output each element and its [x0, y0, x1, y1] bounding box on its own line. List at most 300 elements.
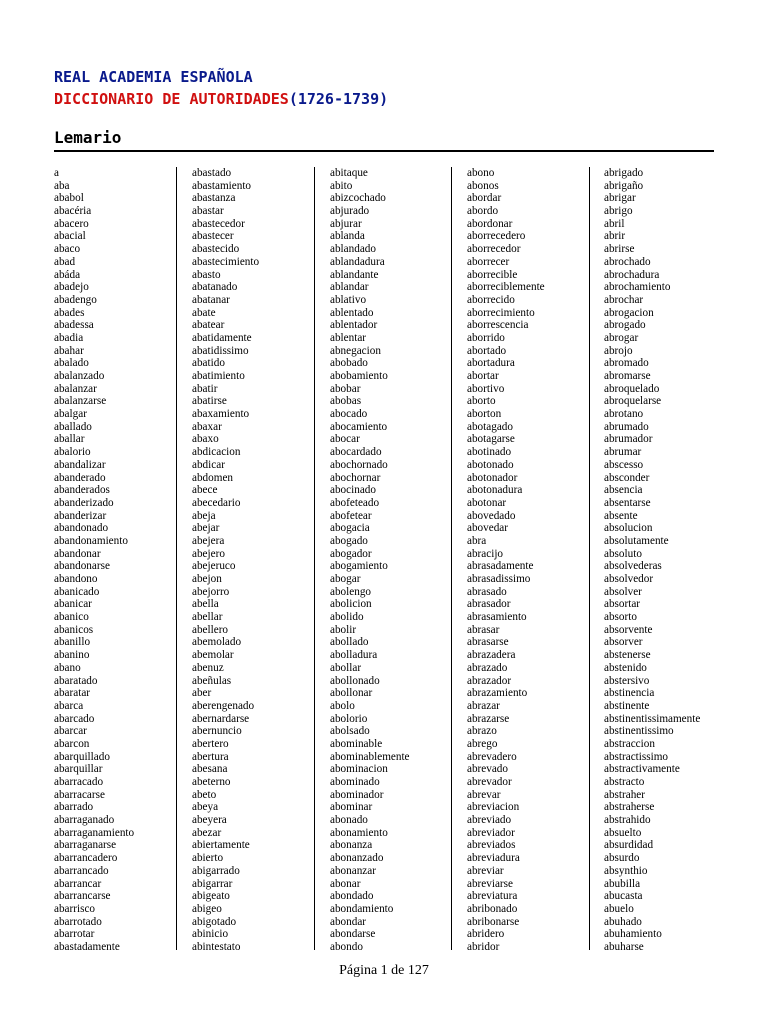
lemma-entry: abobamiento [330, 370, 388, 382]
lemma-entry: abollar [330, 661, 362, 674]
lemma-entry: abochornar [330, 471, 381, 484]
lemma-entry: abolladura [330, 649, 378, 662]
lemma-entry: ablandante [330, 268, 379, 281]
lemma-entry: abenuz [192, 661, 224, 674]
lemma-entry: ablandar [330, 281, 369, 294]
lemma-entry: abalorio [54, 446, 91, 459]
dictionary-years: (1726-1739) [288, 90, 389, 108]
lemma-entry: abandonamiento [54, 534, 128, 547]
lemma-entry: aborreciblemente [467, 281, 545, 294]
lemma-entry: abeterno [192, 776, 231, 788]
lemma-entry: abonar [330, 877, 361, 890]
lemma-entry: abominacion [330, 763, 388, 776]
lemma-entry: abondo [330, 940, 363, 953]
lemma-entry: abolir [330, 623, 357, 636]
lemma-entry: abrumador [604, 433, 653, 446]
lemma-entry: abotonador [467, 471, 518, 484]
lemma-entry: abano [54, 661, 81, 674]
lemma-entry: abobado [330, 357, 368, 370]
lemma-column [604, 167, 700, 954]
lemma-entry: abondado [330, 890, 374, 903]
lemma-entry: abstractivamente [604, 763, 680, 776]
lemma-entry: abstracto [604, 776, 645, 788]
lemma-column [54, 167, 134, 954]
lemma-entry: abastecer [192, 230, 234, 243]
lemma-entry: abofetear [330, 509, 372, 522]
lemma-entry: abaxamiento [192, 408, 250, 421]
lemma-entry: abortivo [467, 382, 505, 395]
lemma-entry: abeyera [192, 814, 227, 827]
lemma-entry: abarraganarse [54, 839, 117, 852]
lemma-entry: abades [54, 306, 85, 319]
lemma-entry: abarracarse [54, 788, 105, 801]
lemma-entry: abstinencia [604, 687, 655, 700]
lemma-entry: abeja [192, 509, 216, 522]
lemma-entry: abondar [330, 915, 367, 928]
lemma-entry: abesana [192, 763, 228, 776]
lemma-entry: abrogar [604, 331, 639, 344]
lemma-entry: abastecimiento [192, 255, 260, 268]
lemma-entry: abate [192, 306, 216, 319]
lemma-entry: abolido [330, 611, 364, 624]
lemma-entry: abece [192, 484, 218, 497]
lemma-entry: ablandadura [330, 255, 385, 268]
lemma-entry: abotonadura [467, 484, 523, 497]
lemma-entry: aborrecible [467, 268, 518, 281]
lemma-entry: abromado [604, 357, 649, 370]
lemma-entry: abogador [330, 547, 372, 560]
lemma-entry: absortar [604, 598, 641, 611]
lemma-entry: abierto [192, 852, 224, 865]
lemma-entry: abordonar [467, 217, 513, 230]
lemma-column [467, 167, 545, 954]
lemma-entry: abreviadura [467, 852, 520, 865]
lemma-entry: abaratado [54, 674, 98, 687]
lemma-entry: abstrahido [604, 814, 651, 827]
lemma-entry: abejorro [192, 585, 230, 598]
lemma-entry: abono [467, 167, 495, 179]
lemma-entry: aberengenado [192, 699, 255, 712]
lemma-entry: abandonado [54, 522, 109, 535]
dictionary-name: DICCIONARIO DE AUTORIDADES [54, 90, 289, 108]
lemma-entry: abarcar [54, 725, 87, 738]
lemma-entry: abrochamiento [604, 281, 671, 294]
lemma-entry: abanderados [54, 484, 110, 497]
lemma-entry: abogado [330, 534, 368, 547]
lemma-entry: abolorio [330, 712, 368, 725]
lemma-entry: abuhamiento [604, 928, 662, 941]
lemma-entry: abalgar [54, 408, 87, 421]
lemma-entry: aborton [467, 408, 502, 421]
lemma-entry: abarrancarse [54, 890, 111, 903]
lemma-entry: abridor [467, 940, 500, 953]
lemma-entry: ablativo [330, 293, 367, 306]
lemma-entry: abacero [54, 217, 89, 230]
lemma-entry: abrevado [467, 763, 508, 776]
lemma-entry: abinicio [192, 928, 229, 941]
lemma-entry: abrazador [467, 674, 512, 687]
lemma-entry: aber [192, 687, 212, 700]
lemma-entry: abdicacion [192, 446, 241, 459]
lemma-entry: abellero [192, 623, 229, 636]
lemma-entry: aborrecido [467, 293, 515, 306]
lemma-entry: abondarse [330, 928, 376, 941]
lemma-entry: abrevador [467, 776, 512, 788]
lemma-entry: abocinado [330, 484, 376, 497]
lemma-entry: abaxo [192, 433, 219, 446]
lemma-entry: abigeo [192, 902, 222, 915]
lemma-entry: abatidamente [192, 331, 252, 344]
lemma-entry: abribonado [467, 902, 518, 915]
lemma-entry: abrazamiento [467, 687, 528, 700]
lemma-entry: aborrecimiento [467, 306, 535, 319]
lemma-entry: abarrotar [54, 928, 95, 941]
lemma-entry: abuelo [604, 902, 634, 915]
lemma-entry: abemolar [192, 649, 234, 662]
section-title: Lemario [54, 128, 122, 147]
lemma-entry: abandonar [54, 547, 101, 560]
lemma-entry: abrasadissimo [467, 573, 531, 585]
lemma-entry: abreviados [467, 839, 516, 852]
lemma-entry: abadessa [54, 319, 94, 332]
lemma-entry: abominar [330, 801, 373, 814]
lemma-entry: abeñulas [192, 674, 232, 687]
lemma-entry: abreviacion [467, 801, 520, 814]
lemma-entry: abejero [192, 547, 225, 560]
lemma-entry: absconder [604, 471, 650, 484]
lemma-entry: absencia [604, 484, 643, 497]
lemma-entry: abrasamiento [467, 611, 527, 624]
lemma-entry: abortado [467, 344, 507, 357]
lemma-entry: abobas [330, 395, 362, 408]
lemma-entry: abstraherse [604, 801, 655, 814]
lemma-entry: ablentar [330, 331, 367, 344]
lemma-entry: abatanar [192, 293, 230, 306]
lemma-entry: abrazarse [467, 712, 510, 725]
lemma-entry: abatido [192, 357, 225, 370]
lemma-entry: abarraganado [54, 814, 115, 827]
lemma-entry: abarraganamiento [54, 826, 135, 839]
lemma-entry: abordo [467, 205, 499, 218]
lemma-entry: abatidissimo [192, 344, 249, 357]
lemma-entry: abalanzar [54, 382, 97, 395]
lemma-entry: abotinado [467, 446, 512, 459]
lemma-entry: abejera [192, 534, 225, 547]
lemma-entry: abarquillado [54, 750, 110, 763]
lemma-entry: abatirse [192, 395, 227, 408]
lemma-entry: absorto [604, 611, 637, 624]
lemma-entry: abastecedor [192, 217, 245, 230]
lemma-entry: abejon [192, 573, 222, 585]
lemma-entry: abrirse [604, 243, 635, 256]
lemma-entry: abrumado [604, 420, 649, 433]
lemma-entry: abogar [330, 573, 361, 585]
lemma-entry: abarrado [54, 801, 94, 814]
lemma-entry: abominable [330, 737, 383, 750]
lemma-entry: ababol [54, 192, 84, 205]
lemma-entry: abarrotado [54, 915, 102, 928]
lemma-entry: abrigo [604, 205, 633, 218]
lemma-entry: abromarse [604, 370, 651, 382]
lemma-entry: absentarse [604, 496, 651, 509]
lemma-entry: abnegacion [330, 344, 381, 357]
lemma-entry: abuhado [604, 915, 642, 928]
lemma-entry: abellar [192, 611, 223, 624]
lemma-entry: absorver [604, 636, 643, 649]
lemma-entry: abarca [54, 699, 84, 712]
lemma-entry: abaco [54, 243, 81, 256]
lemma-entry: absuelto [604, 826, 642, 839]
lemma-entry: abintestato [192, 940, 241, 953]
lemma-entry: abáda [54, 268, 81, 281]
lemma-entry: aballado [54, 420, 92, 433]
lemma-entry: abrevar [467, 788, 501, 801]
lemma-entry: abadejo [54, 281, 89, 294]
lemma-entry: abril [604, 217, 625, 230]
column-divider [176, 167, 177, 950]
lemma-entry: ablandado [330, 243, 376, 256]
column-divider [451, 167, 452, 950]
lemma-entry: abarracado [54, 776, 104, 788]
column-divider [314, 167, 315, 950]
lemma-entry: absolvederas [604, 560, 662, 573]
lemma-entry: abrochado [604, 255, 651, 268]
lemma-entry: abra [467, 534, 487, 547]
lemma-entry: aba [54, 179, 70, 192]
lemma-entry: abanderizar [54, 509, 107, 522]
lemma-entry: abonanzar [330, 864, 376, 877]
lemma-entry: abertura [192, 750, 229, 763]
lemma-entry: abandonarse [54, 560, 110, 573]
lemma-entry: abreviador [467, 826, 515, 839]
lemma-entry: abatimiento [192, 370, 245, 382]
lemma-entry: abrotano [604, 408, 644, 421]
dictionary-title [54, 90, 388, 108]
lemma-entry: abrasado [467, 585, 507, 598]
institution-title: REAL ACADEMIA ESPAÑOLA [54, 68, 253, 86]
lemma-entry: abogamiento [330, 560, 388, 573]
lemma-entry: abitaque [330, 167, 368, 179]
lemma-entry: abastamiento [192, 179, 252, 192]
lemma-entry: abanicos [54, 623, 94, 636]
lemma-entry: abalanzarse [54, 395, 107, 408]
lemma-entry: abominablemente [330, 750, 410, 763]
header-rule [54, 150, 714, 152]
lemma-entry: abasto [192, 268, 221, 281]
lemma-entry: abroquelado [604, 382, 660, 395]
lemma-entry: absurdidad [604, 839, 654, 852]
lemma-entry: abstinente [604, 699, 650, 712]
page-number: Página 1 de 127 [339, 963, 429, 978]
lemma-entry: absynthio [604, 864, 648, 877]
lemma-entry: abolo [330, 699, 355, 712]
lemma-entry: abstenido [604, 661, 647, 674]
lemma-entry: abejar [192, 522, 220, 535]
lemma-entry: abaratar [54, 687, 91, 700]
lemma-entry: abordar [467, 192, 502, 205]
lemma-entry: abigarrado [192, 864, 240, 877]
lemma-entry: abrochadura [604, 268, 660, 281]
lemma-entry: abatanado [192, 281, 238, 294]
lemma-entry: abotonar [467, 496, 507, 509]
lemma-entry: abizcochado [330, 192, 386, 205]
lemma-entry: abanicar [54, 598, 92, 611]
lemma-entry: abastanza [192, 192, 236, 205]
lemma-entry: abrochar [604, 293, 644, 306]
lemma-entry: abernuncio [192, 725, 242, 738]
lemma-entry: abandalizar [54, 458, 106, 471]
lemma-entry: absorvente [604, 623, 653, 636]
lemma-entry: abella [192, 598, 219, 611]
lemma-entry: abarrancado [54, 864, 109, 877]
lemma-entry: abalado [54, 357, 89, 370]
lemma-entry: aborrido [467, 331, 505, 344]
lemma-entry: absolver [604, 585, 642, 598]
lemma-entry: abrigado [604, 167, 644, 179]
lemma-entry: abrojo [604, 344, 633, 357]
lemma-entry: aborrecer [467, 255, 510, 268]
lemma-entry: abobar [330, 382, 361, 395]
lemma-entry: abastado [192, 167, 232, 179]
lemma-entry: abotonado [467, 458, 514, 471]
lemma-entry: abdicar [192, 458, 225, 471]
lemma-entry: abigeato [192, 890, 230, 903]
lemma-entry: abemolado [192, 636, 242, 649]
lemma-entry: abigotado [192, 915, 237, 928]
lemma-entry: abandono [54, 573, 98, 585]
lemma-entry: abejeruco [192, 560, 236, 573]
lemma-entry: abogacia [330, 522, 370, 535]
lemma-entry: abanicado [54, 585, 100, 598]
lemma-entry: abanillo [54, 636, 91, 649]
lemma-entry: abanino [54, 649, 90, 662]
lemma-entry: abaxar [192, 420, 222, 433]
lemma-entry: abolengo [330, 585, 372, 598]
lemma-entry: abeya [192, 801, 219, 814]
lemma-entry: abrazadera [467, 649, 516, 662]
lemma-entry: abstinentissimo [604, 725, 674, 738]
lemma-entry: aballar [54, 433, 85, 446]
lemma-entry: abrasar [467, 623, 500, 636]
lemma-entry: abrogacion [604, 306, 654, 319]
lemma-entry: aborrescencia [467, 319, 529, 332]
lemma-entry: abanderizado [54, 496, 114, 509]
lemma-entry: abominado [330, 776, 380, 788]
lemma-entry: abernardarse [192, 712, 250, 725]
lemma-entry: abadengo [54, 293, 97, 306]
lemma-entry: abeto [192, 788, 217, 801]
lemma-entry: abonos [467, 179, 499, 192]
lemma-entry: abrego [467, 737, 498, 750]
lemma-entry: abastar [192, 205, 224, 218]
lemma-entry: abrasadamente [467, 560, 534, 573]
lemma-entry: abezar [192, 826, 222, 839]
lemma-entry: abstractissimo [604, 750, 669, 763]
lemma-entry: abscesso [604, 458, 644, 471]
lemma-entry: abito [330, 179, 353, 192]
lemma-entry: abuharse [604, 940, 644, 953]
lemma-entry: abiertamente [192, 839, 250, 852]
lemma-entry: abracijo [467, 547, 504, 560]
lemma-entry: aborto [467, 395, 496, 408]
lemma-entry: abrogado [604, 319, 646, 332]
lemma-entry: abonanza [330, 839, 373, 852]
lemma-entry: abocamiento [330, 420, 388, 433]
lemma-entry: abacial [54, 230, 86, 243]
lemma-entry: ablentador [330, 319, 378, 332]
lemma-entry: abad [54, 255, 76, 268]
lemma-entry: abstraher [604, 788, 645, 801]
lemma-column [330, 167, 410, 954]
lemma-entry: abocardado [330, 446, 382, 459]
lemma-entry: abarrisco [54, 902, 95, 915]
lemma-entry: abarrancadero [54, 852, 118, 865]
lemma-entry: abolicion [330, 598, 372, 611]
lemma-entry: abonado [330, 814, 368, 827]
lemma-entry: abahar [54, 344, 84, 357]
lemma-entry: abreviatura [467, 890, 518, 903]
lemma-entry: abrumar [604, 446, 642, 459]
lemma-entry: abstenerse [604, 649, 651, 662]
lemma-entry: abastadamente [54, 940, 120, 953]
lemma-entry: abocado [330, 408, 368, 421]
lemma-entry: abrir [604, 230, 626, 243]
lemma-entry: abofeteado [330, 496, 380, 509]
lemma-entry: abocar [330, 433, 360, 446]
lemma-entry: abribonarse [467, 915, 520, 928]
lemma-entry: abreviado [467, 814, 512, 827]
lemma-entry: ablentado [330, 306, 374, 319]
lemma-entry: abrigaño [604, 179, 644, 192]
lemma-entry: abertero [192, 737, 229, 750]
lemma-entry: abrevadero [467, 750, 517, 763]
lemma-entry: absoluto [604, 547, 642, 560]
lemma-column [192, 167, 259, 954]
lemma-entry: absurdo [604, 852, 640, 865]
lemma-entry: abondamiento [330, 902, 394, 915]
lemma-entry: abrazo [467, 725, 497, 738]
lemma-entry: abadia [54, 331, 84, 344]
lemma-entry: abstersivo [604, 674, 650, 687]
lemma-entry: abortar [467, 370, 499, 382]
lemma-entry: abreviarse [467, 877, 513, 890]
lemma-entry: absolutamente [604, 534, 669, 547]
lemma-entry: abovedar [467, 522, 508, 535]
lemma-entry: abstinentissimamente [604, 712, 701, 725]
lemma-entry: abollonar [330, 687, 373, 700]
lemma-entry: abollado [330, 636, 369, 649]
lemma-entry: abarcado [54, 712, 95, 725]
lemma-entry: abacéria [54, 205, 92, 218]
lemma-entry: abollonado [330, 674, 380, 687]
lemma-entry: abroquelarse [604, 395, 662, 408]
lemma-entry: abubilla [604, 877, 641, 890]
lemma-entry: abecedario [192, 496, 241, 509]
lemma-entry: abortadura [467, 357, 515, 370]
lemma-entry: aborrecedero [467, 230, 526, 243]
lemma-entry: abarcon [54, 737, 90, 750]
lemma-entry: absolucion [604, 522, 653, 535]
lemma-entry: abarquillar [54, 763, 103, 776]
lemma-entry: abigarrar [192, 877, 233, 890]
lemma-entry: abolsado [330, 725, 370, 738]
lemma-entry: abrasarse [467, 636, 509, 649]
lemma-entry: aborrecedor [467, 243, 521, 256]
lemma-entry: abridero [467, 928, 505, 941]
lemma-entry: abrazar [467, 699, 500, 712]
lemma-entry: abanderado [54, 471, 106, 484]
lemma-entry: abreviar [467, 864, 504, 877]
